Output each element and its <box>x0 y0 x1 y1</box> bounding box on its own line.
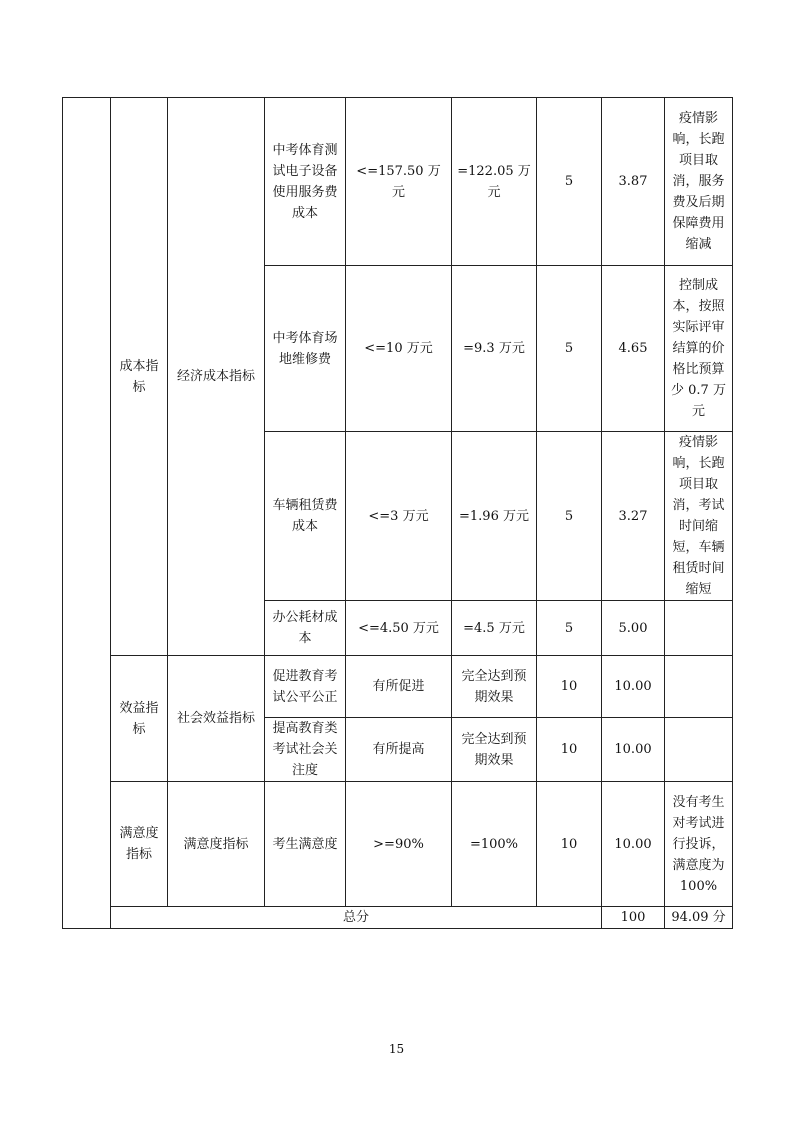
target-cell: 有所提高 <box>346 718 452 782</box>
actual-cell: =9.3 万元 <box>452 266 537 432</box>
weight-cell: 5 <box>537 98 602 266</box>
actual-cell: =1.96 万元 <box>452 432 537 601</box>
score-cell: 10.00 <box>602 656 665 718</box>
weight-cell: 5 <box>537 432 602 601</box>
score-cell: 3.27 <box>602 432 665 601</box>
level2-cell: 经济成本指标 <box>168 98 265 656</box>
remark-cell: 没有考生对考试进行投诉，满意度为 100% <box>665 782 733 907</box>
weight-cell: 10 <box>537 782 602 907</box>
actual-cell: =100% <box>452 782 537 907</box>
score-cell: 10.00 <box>602 718 665 782</box>
indicator-cell: 中考体育场地维修费 <box>265 266 346 432</box>
indicator-cell: 提高教育类考试社会关注度 <box>265 718 346 782</box>
indicator-cell: 促进教育考试公平公正 <box>265 656 346 718</box>
level1-cell: 满意度指标 <box>111 782 168 907</box>
target-cell: <=157.50 万元 <box>346 98 452 266</box>
weight-cell: 5 <box>537 266 602 432</box>
target-cell: 有所促进 <box>346 656 452 718</box>
indicator-cell: 办公耗材成本 <box>265 601 346 656</box>
performance-table <box>62 97 733 929</box>
indicator-cell: 考生满意度 <box>265 782 346 907</box>
table-row <box>63 98 733 266</box>
level2-cell: 满意度指标 <box>168 782 265 907</box>
blank-category-cell <box>63 98 111 929</box>
table-row <box>63 656 733 718</box>
target-cell: <=4.50 万元 <box>346 601 452 656</box>
actual-cell: 完全达到预期效果 <box>452 718 537 782</box>
score-cell: 10.00 <box>602 782 665 907</box>
actual-cell: =122.05 万元 <box>452 98 537 266</box>
score-cell: 5.00 <box>602 601 665 656</box>
table-row <box>63 782 733 907</box>
target-cell: >=90% <box>346 782 452 907</box>
actual-cell: =4.5 万元 <box>452 601 537 656</box>
total-weight-cell: 100 <box>602 907 665 929</box>
level1-cell: 成本指标 <box>111 98 168 656</box>
indicator-cell: 中考体育测试电子设备使用服务费成本 <box>265 98 346 266</box>
weight-cell: 5 <box>537 601 602 656</box>
remark-cell: 疫情影响，长跑项目取消，服务费及后期保障费用缩减 <box>665 98 733 266</box>
level2-cell: 社会效益指标 <box>168 656 265 782</box>
weight-cell: 10 <box>537 718 602 782</box>
total-row <box>63 907 733 929</box>
total-score-cell: 94.09 分 <box>665 907 733 929</box>
remark-cell: 疫情影响，长跑项目取消，考试时间缩短，车辆租赁时间缩短 <box>665 432 733 601</box>
indicator-cell: 车辆租赁费成本 <box>265 432 346 601</box>
score-cell: 4.65 <box>602 266 665 432</box>
remark-cell: 控制成本，按照实际评审结算的价格比预算少 0.7 万元 <box>665 266 733 432</box>
level1-cell: 效益指标 <box>111 656 168 782</box>
target-cell: <=10 万元 <box>346 266 452 432</box>
weight-cell: 10 <box>537 656 602 718</box>
total-label-cell: 总分 <box>111 907 602 929</box>
remark-cell <box>665 718 733 782</box>
score-cell: 3.87 <box>602 98 665 266</box>
page-number: 15 <box>388 1042 405 1056</box>
target-cell: <=3 万元 <box>346 432 452 601</box>
remark-cell <box>665 656 733 718</box>
actual-cell: 完全达到预期效果 <box>452 656 537 718</box>
remark-cell <box>665 601 733 656</box>
